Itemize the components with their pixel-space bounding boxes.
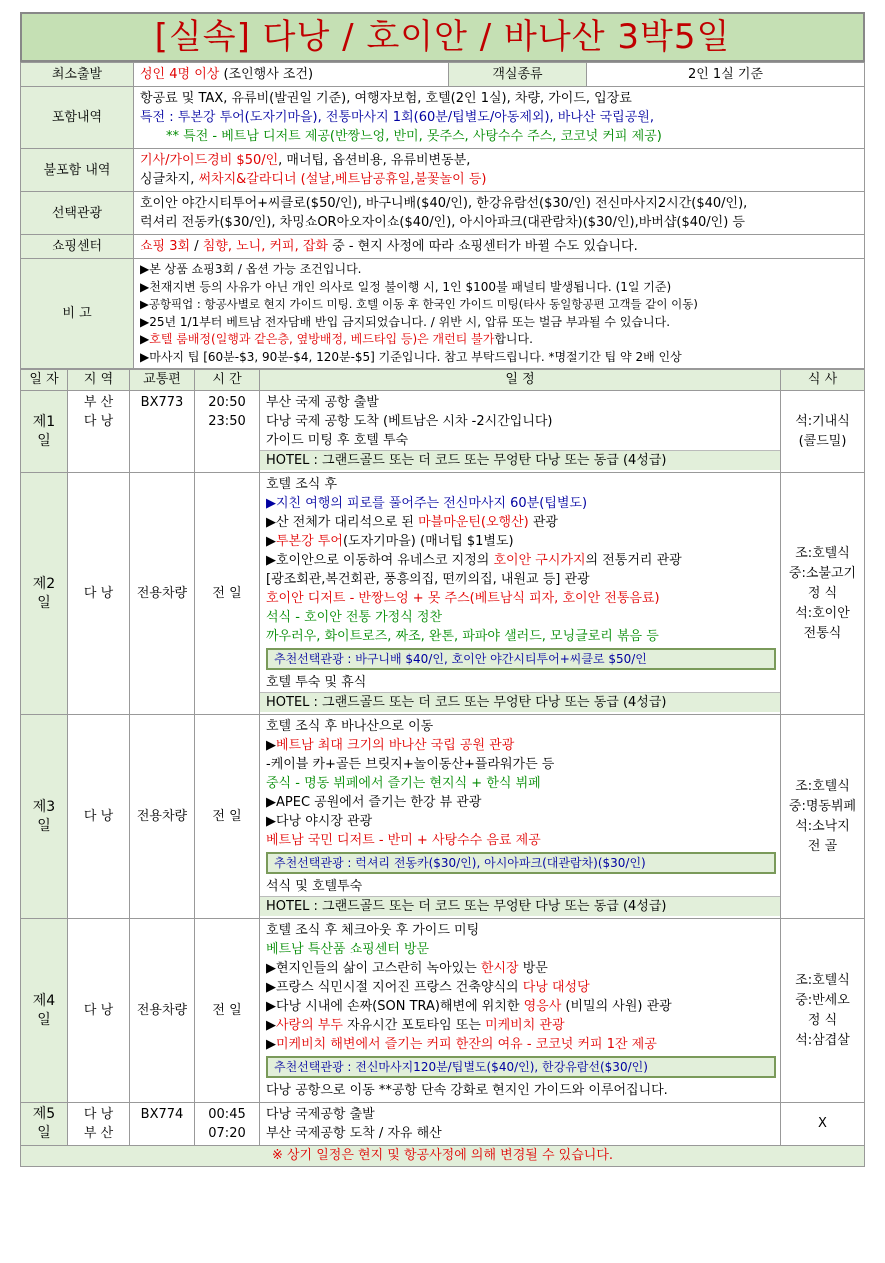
min-departure-red: 성인 4명 이상 [140, 67, 220, 82]
schedule-table [20, 369, 865, 1167]
day-row [21, 473, 865, 715]
footer-row [21, 1146, 865, 1167]
region-text: 부 산 [83, 395, 114, 410]
schedule-text: 방문 [518, 961, 548, 976]
min-departure-value [134, 63, 449, 87]
day-row [21, 715, 865, 919]
shopping-sep: / [190, 239, 203, 254]
schedule-red: 한시장 [480, 961, 519, 976]
notes-value [134, 259, 865, 369]
time-text: 00:45 [208, 1107, 246, 1122]
note-line: ▶25년 1/1부터 베트남 전자담배 반입 금지되었습니다. / 위반 시, 압류 또는 벌금 부과될 수 있습니다. [140, 314, 671, 329]
footer-notice: ※ 상기 일정은 현지 및 항공사정에 의해 변경될 수 있습니다. [21, 1146, 865, 1167]
room-type-label: 객실종류 [449, 63, 587, 87]
note-line: ▶공항픽업 : 항공사별로 현지 가이드 미팅. 호텔 이동 후 한국인 가이드 미팅(타사 동일항공편 고객들 같이 이동) [140, 297, 698, 311]
included-value [134, 87, 865, 149]
optional-tour-row [21, 192, 865, 235]
schedule-text: 의 전통거리 관광 [585, 553, 682, 568]
optional-tour-value [134, 192, 865, 235]
shopping-red: 침향, 노니, 커피, 잡화 [202, 239, 328, 254]
meal-text: 조:호텔식 [795, 972, 850, 988]
schedule-line: 호이안 디저트 - 반짱느엉 + 못 주스(베트남식 피자, 호이안 전통음료) [266, 591, 660, 606]
header-region: 지 역 [68, 370, 130, 391]
min-departure-rest: (조인행사 조건) [219, 67, 314, 82]
hotel-line: HOTEL : 그랜드골드 또는 더 코드 또는 무엉탄 다낭 또는 동급 (4성급) [260, 450, 780, 470]
meal-text: 석:호이안 [795, 605, 850, 621]
excluded-red: 써차지&갈라디너 (설날,베트남공휴일,불꽃놀이 등) [198, 172, 487, 187]
schedule-line: 석식 및 호텔투숙 [266, 879, 363, 894]
included-line: ** 특전 - 베트남 디저트 제공(반짱느엉, 반미, 못주스, 사탕수수 주스, 코코넛 커피 제공) [166, 129, 662, 144]
excluded-row [21, 149, 865, 192]
meal-text: 전 골 [807, 838, 838, 854]
schedule-text: ▶다낭 시내에 손짜(SON TRA)해변에 위치한 [266, 999, 524, 1014]
day-meal [781, 919, 865, 1103]
time-text: 07:20 [208, 1126, 246, 1141]
day-row [21, 1103, 865, 1146]
day-meal [781, 391, 865, 473]
day-transport: 전용차량 [130, 473, 195, 715]
notes-row [21, 259, 865, 369]
day-row [21, 919, 865, 1103]
note-red: 호텔 룸배정(일행과 같은층, 옆방배정, 베드타입 등)은 개런티 불가 [149, 332, 495, 346]
hotel-line: HOTEL : 그랜드골드 또는 더 코드 또는 무엉탄 다낭 또는 동급 (4성급) [260, 692, 780, 712]
shopping-value [134, 235, 865, 259]
itinerary-document [20, 12, 865, 1167]
shopping-row [21, 235, 865, 259]
day-schedule [260, 715, 781, 919]
schedule-text: 관광 [528, 515, 558, 530]
schedule-line: 까우러우, 화이트로즈, 짜조, 완톤, 파파야 샐러드, 모닝글로리 볶음 등 [266, 629, 659, 644]
included-line: 특전 : 투본강 투어(도자기마을), 전통마사지 1회(60분/팁별도/아동제외), 바나산 국립공원, [140, 110, 654, 125]
header-schedule: 일 정 [260, 370, 781, 391]
schedule-red: 미케비치 관광 [485, 1018, 565, 1033]
hotel-line: HOTEL : 그랜드골드 또는 더 코드 또는 무엉탄 다낭 또는 동급 (4성급) [260, 896, 780, 916]
region-text: 다 낭 [83, 414, 114, 429]
header-date: 일 자 [21, 370, 68, 391]
optional-tour-line: 럭셔리 전동카($30/인), 차밍쇼OR아오자이쇼($40/인), 아시아파크(대관람차)($30/인),바버샵($40/인) 등 [140, 215, 745, 230]
day-time: 전 일 [195, 919, 260, 1103]
schedule-text: ▶호이안으로 이동하여 유네스코 지정의 [266, 553, 494, 568]
schedule-text: (비밀의 사원) 관광 [561, 999, 672, 1014]
day-region [68, 1103, 130, 1146]
page-title: [실속] 다낭 / 호이안 / 바나산 3박5일 [20, 12, 865, 62]
schedule-text: ▶산 전체가 대리석으로 된 [266, 515, 419, 530]
included-label: 포함내역 [21, 87, 134, 149]
excluded-label: 불포함 내역 [21, 149, 134, 192]
optional-tour-label: 선택관광 [21, 192, 134, 235]
day-time [195, 1103, 260, 1146]
schedule-line: 호텔 조식 후 [266, 477, 338, 492]
info-table [20, 62, 865, 369]
day-time: 전 일 [195, 715, 260, 919]
schedule-red: 미케비치 해변에서 즐기는 커피 한잔의 여유 - 코코넛 커피 1잔 제공 [276, 1037, 657, 1052]
day-label: 제5일 [21, 1103, 68, 1146]
header-meal: 식 사 [781, 370, 865, 391]
day-schedule [260, 391, 781, 473]
shopping-red: 쇼핑 3회 [140, 239, 191, 254]
excluded-rest: , 매너팁, 옵션비용, 유류비변동분, [278, 153, 471, 168]
meal-text: 중:소불고기 [788, 565, 857, 581]
day-region [68, 391, 130, 473]
schedule-text: 자유시간 포토타임 또는 [342, 1018, 486, 1033]
schedule-line: 베트남 국민 디저트 - 반미 + 사탕수수 음료 제공 [266, 833, 541, 848]
day-label: 제4일 [21, 919, 68, 1103]
schedule-red: 다낭 대성당 [522, 980, 590, 995]
schedule-line: 부산 국제 공항 출발 [266, 395, 379, 410]
schedule-line: -케이블 카+골든 브릿지+놀이동산+플라워가든 등 [266, 757, 555, 772]
schedule-line: [광조회관,복건회관, 풍흥의집, 떤끼의집, 내원교 등] 관광 [266, 572, 590, 587]
shopping-rest: 중 - 현지 사정에 따라 쇼핑센터가 바뀔 수도 있습니다. [328, 239, 638, 254]
meal-text: 중:명동뷔페 [788, 798, 857, 814]
schedule-line: 다낭 국제공항 출발 [266, 1107, 375, 1122]
schedule-line: ▶다낭 야시장 관광 [266, 814, 373, 829]
schedule-text: ▶ [266, 1018, 276, 1033]
schedule-red: 투본강 투어 [276, 534, 343, 549]
notes-label: 비 고 [21, 259, 134, 369]
schedule-line: ▶APEC 공원에서 즐기는 한강 뷰 관광 [266, 795, 482, 810]
day-transport: 전용차량 [130, 715, 195, 919]
schedule-line: 가이드 미팅 후 호텔 투숙 [266, 433, 409, 448]
day-label: 제1일 [21, 391, 68, 473]
schedule-red: 호이안 구시가지 [493, 553, 586, 568]
schedule-red: 마블마운틴(오행산) [418, 515, 529, 530]
day-region: 다 낭 [68, 919, 130, 1103]
meal-text: 석:기내식 [795, 413, 850, 429]
min-departure-label: 최소출발 [21, 63, 134, 87]
note-line: ▶ [140, 332, 150, 346]
day-meal [781, 715, 865, 919]
schedule-line: 중식 - 명동 뷔페에서 즐기는 현지식 + 한식 뷔페 [266, 776, 541, 791]
day-region: 다 낭 [68, 715, 130, 919]
optional-tour-line: 호이안 야간시티투어+씨클로($50/인), 바구니배($40/인), 한강유람선($30/인) 전신마사지2시간($40/인), [140, 196, 748, 211]
meal-text: 석:삼겹살 [795, 1032, 850, 1048]
note-line: ▶천재지변 등의 사유가 아닌 개인 의사로 일정 불이행 시, 1인 $100불 패널티 발생됩니다. (1일 기준) [140, 279, 672, 294]
recommended-option-box: 추천선택관광 : 럭셔리 전동카($30/인), 아시아파크(대관람차)($30/인) [266, 852, 776, 874]
schedule-text: ▶현지인들의 삶이 고스란히 녹아있는 [266, 961, 481, 976]
schedule-line: 호텔 조식 후 체크아웃 후 가이드 미팅 [266, 923, 480, 938]
day-schedule [260, 919, 781, 1103]
min-departure-row [21, 63, 865, 87]
time-text: 23:50 [208, 414, 246, 429]
meal-text: 석:소낙지 [795, 818, 850, 834]
day-meal [781, 473, 865, 715]
room-type-value: 2인 1실 기준 [587, 63, 865, 87]
excluded-value [134, 149, 865, 192]
excluded-red: 기사/가이드경비 $50/인 [140, 153, 279, 168]
recommended-option-box: 추천선택관광 : 바구니배 $40/인, 호이안 야간시티투어+씨클로 $50/인 [266, 648, 776, 670]
schedule-line: 호텔 조식 후 바나산으로 이동 [266, 719, 434, 734]
schedule-red: 사랑의 부두 [276, 1018, 343, 1033]
schedule-line: ▶지친 여행의 피로를 풀어주는 전신마사지 60분(팁별도) [266, 496, 588, 511]
schedule-text: ▶프랑스 식민시절 지어진 프랑스 건축양식의 [266, 980, 523, 995]
schedule-line: 다낭 공항으로 이동 **공항 단속 강화로 현지인 가이드와 이루어집니다. [266, 1083, 668, 1098]
day-time: 전 일 [195, 473, 260, 715]
meal-text: 중:반세오 [795, 992, 850, 1008]
meal-text: 전통식 [803, 625, 842, 641]
included-row [21, 87, 865, 149]
meal-text: 조:호텔식 [795, 778, 850, 794]
day-schedule [260, 1103, 781, 1146]
schedule-red: 베트남 최대 크기의 바나산 국립 공원 관광 [276, 738, 515, 753]
header-transport: 교통편 [130, 370, 195, 391]
meal-text: 정 식 [807, 585, 838, 601]
region-text: 다 낭 [83, 1107, 114, 1122]
day-label: 제2일 [21, 473, 68, 715]
day-transport: BX773 [130, 391, 195, 473]
day-time [195, 391, 260, 473]
meal-text: 정 식 [807, 1012, 838, 1028]
schedule-text: (도자기마을) (매너팁 $1별도) [342, 534, 514, 549]
day-schedule [260, 473, 781, 715]
time-text: 20:50 [208, 395, 246, 410]
recommended-option-box: 추천선택관광 : 전신마사지120분/팁별도($40/인), 한강유람선($30/인) [266, 1056, 776, 1078]
schedule-red: 영응사 [523, 999, 562, 1014]
schedule-header [21, 370, 865, 391]
note-line: ▶본 상품 쇼핑3회 / 옵션 가능 조건입니다. [140, 262, 362, 276]
schedule-line: 부산 국제공항 도착 / 자유 해산 [266, 1126, 442, 1141]
day-transport: 전용차량 [130, 919, 195, 1103]
schedule-line: 베트남 특산품 쇼핑센터 방문 [266, 942, 430, 957]
excluded-rest: 싱글차지, [140, 172, 199, 187]
day-transport: BX774 [130, 1103, 195, 1146]
day-label: 제3일 [21, 715, 68, 919]
day-meal: X [781, 1103, 865, 1146]
schedule-line: 석식 - 호이안 전통 가정식 정찬 [266, 610, 443, 625]
meal-text: 조:호텔식 [795, 545, 850, 561]
schedule-line: 다낭 국제 공항 도착 (베트남은 시차 -2시간입니다) [266, 414, 553, 429]
schedule-line: 호텔 투숙 및 휴식 [266, 675, 367, 690]
note-line: ▶마사지 팁 [60분-$3, 90분-$4, 120분-$5] 기준입니다. 참고 부탁드립니다. *명절기간 팁 약 2배 인상 [140, 349, 682, 364]
header-time: 시 간 [195, 370, 260, 391]
day-row [21, 391, 865, 473]
region-text: 부 산 [83, 1126, 114, 1141]
day-region: 다 낭 [68, 473, 130, 715]
meal-text: (콜드밀) [798, 433, 847, 449]
schedule-text: ▶ [266, 738, 276, 753]
schedule-text: ▶ [266, 534, 276, 549]
included-line: 항공료 및 TAX, 유류비(발권일 기준), 여행자보험, 호텔(2인 1실), 차량, 가이드, 입장료 [140, 91, 632, 106]
note-line: 합니다. [494, 332, 533, 346]
shopping-label: 쇼핑센터 [21, 235, 134, 259]
schedule-text: ▶ [266, 1037, 276, 1052]
